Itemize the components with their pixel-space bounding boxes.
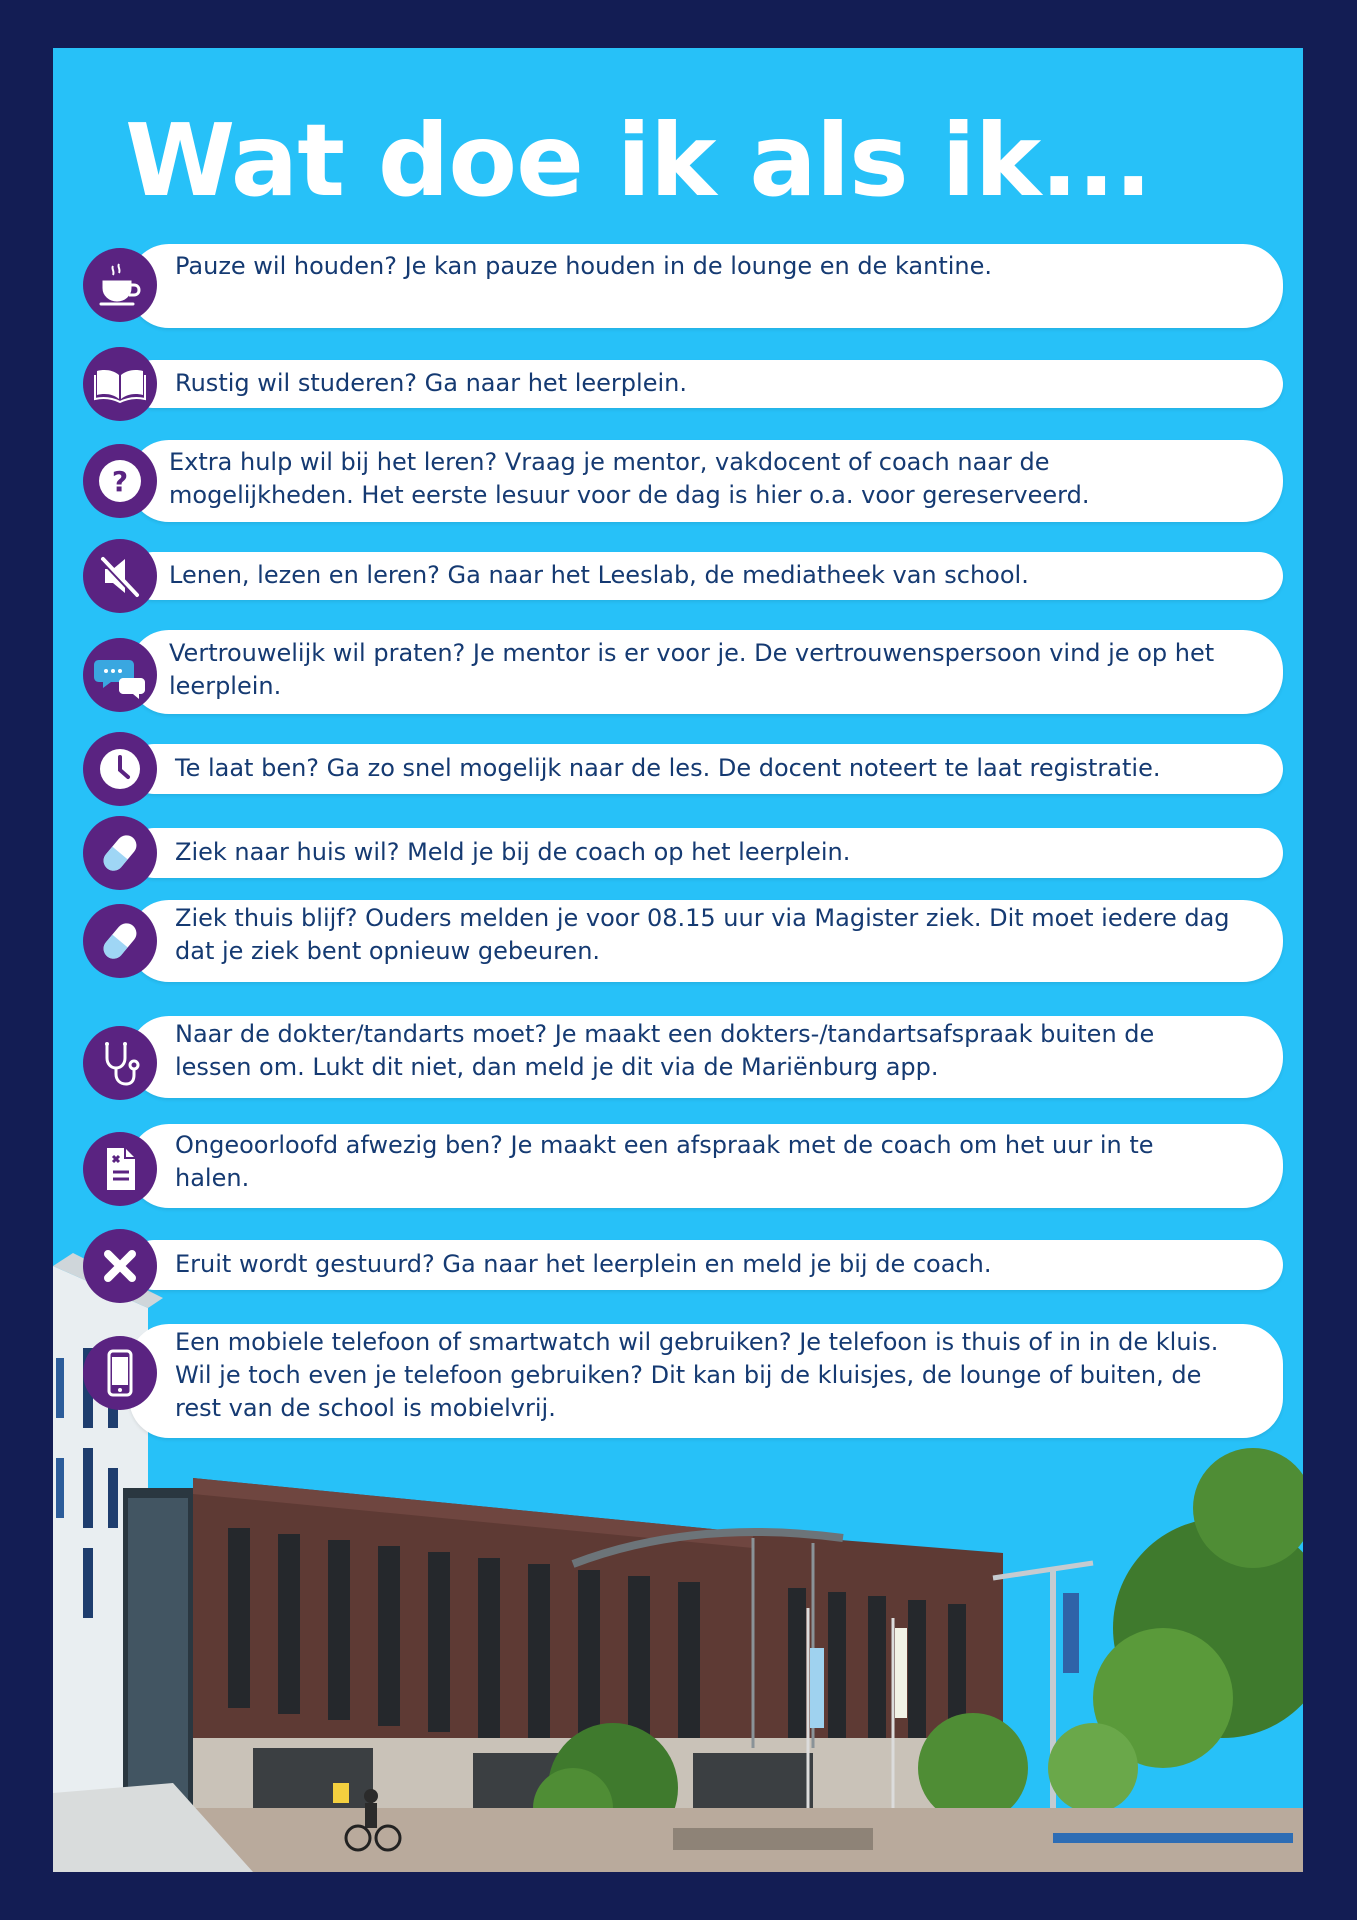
item-text: Lenen, lezen en leren? Ga naar het Leeslab, de mediatheek van school. <box>169 561 1029 589</box>
poster <box>53 48 1303 1872</box>
list-item <box>83 900 1283 982</box>
chat-bubbles-icon <box>83 638 157 712</box>
item-text: Een mobiele telefoon of smartwatch wil gebruiken? Je telefoon is thuis of in in de kluis. Wil je toch even je telefoon gebruiken? Dit kan bij de kluisjes, de lounge of buiten, de rest van de school is mobielvrij. <box>175 1328 1219 1422</box>
item-text: Rustig wil studeren? Ga naar het leerplein. <box>175 369 687 397</box>
item-text: Ongeoorloofd afwezig ben? Je maakt een afspraak met de coach om het uur in te halen. <box>175 1131 1154 1192</box>
list-item <box>83 552 1283 600</box>
list-item <box>83 244 1283 328</box>
open-book-icon <box>83 347 157 421</box>
document-x-icon <box>83 1132 157 1206</box>
coffee-cup-icon <box>83 248 157 322</box>
list-item <box>83 828 1283 878</box>
speaker-muted-icon <box>83 539 157 613</box>
list-item <box>83 360 1283 408</box>
question-mark-icon <box>83 444 157 518</box>
item-text: Pauze wil houden? Je kan pauze houden in de lounge en de kantine. <box>175 252 993 280</box>
list-item <box>83 1324 1283 1438</box>
pill-icon <box>83 904 157 978</box>
list-item <box>83 630 1283 714</box>
list-item <box>83 1124 1283 1208</box>
item-text: Vertrouwelijk wil praten? Je mentor is er voor je. De vertrouwenspersoon vind je op het leerplein. <box>169 639 1215 700</box>
list-item <box>83 1240 1283 1290</box>
pill-icon <box>83 816 157 890</box>
list-item <box>83 1016 1283 1098</box>
list-item <box>83 744 1283 794</box>
clock-icon <box>83 732 157 806</box>
smartphone-icon <box>83 1336 157 1410</box>
item-text: Ziek naar huis wil? Meld je bij de coach op het leerplein. <box>175 838 851 866</box>
svg-text:?: ? <box>111 465 129 498</box>
item-text: Te laat ben? Ga zo snel mogelijk naar de les. De docent noteert te laat registratie. <box>175 754 1161 782</box>
stethoscope-icon <box>83 1026 157 1100</box>
item-text: Extra hulp wil bij het leren? Vraag je mentor, vakdocent of coach naar de mogelijkheden. Het eerste lesuur voor de dag is hier o.a. voor gereserveerd. <box>169 448 1090 509</box>
list-item <box>83 440 1283 522</box>
x-icon <box>83 1229 157 1303</box>
page-title: Wat doe ik als ik... <box>125 102 1152 219</box>
item-text: Naar de dokter/tandarts moet? Je maakt een dokters-/tandartsafspraak buiten de lessen om. Lukt dit niet, dan meld je dit via de Mariënburg app. <box>175 1020 1155 1081</box>
item-text: Ziek thuis blijf? Ouders melden je voor 08.15 uur via Magister ziek. Dit moet iedere dag dat je ziek bent opnieuw gebeuren. <box>175 904 1230 965</box>
item-text: Eruit wordt gestuurd? Ga naar het leerplein en meld je bij de coach. <box>175 1250 992 1278</box>
